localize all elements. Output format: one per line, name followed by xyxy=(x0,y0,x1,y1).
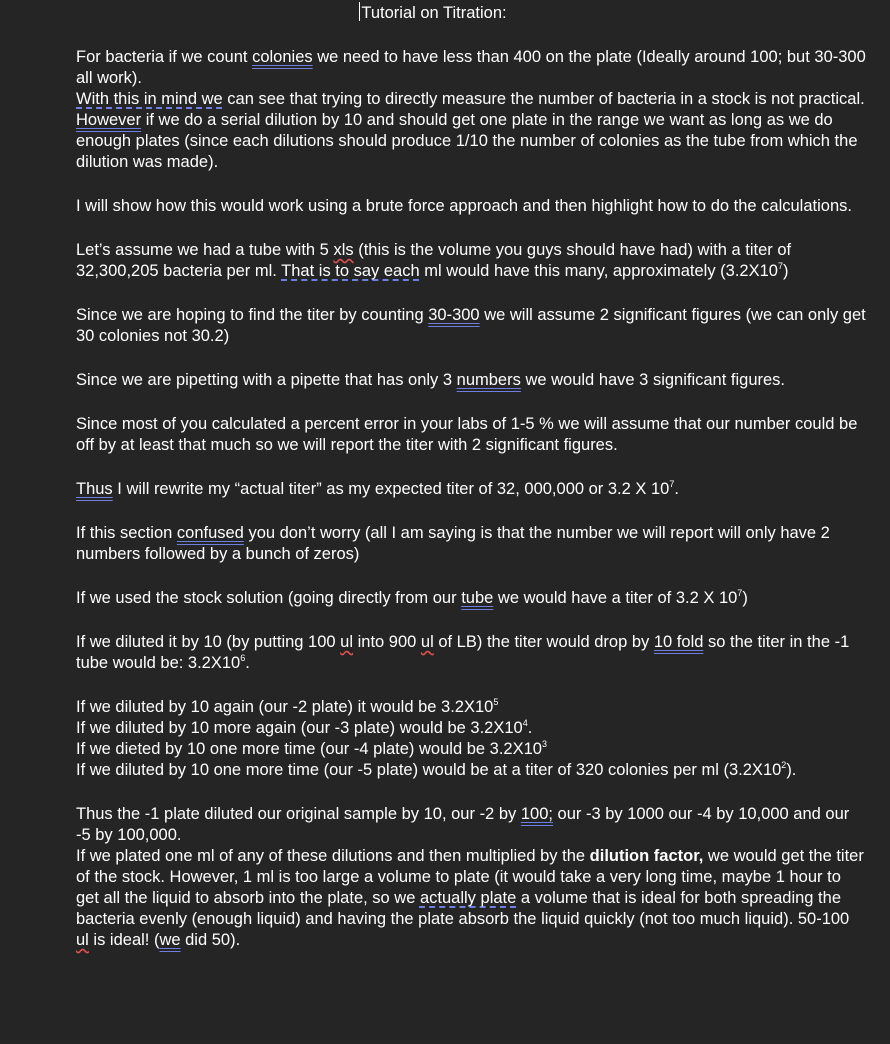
paragraph: Thus I will rewrite my “actual titer” as my expected titer of 32, 000,000 or 3.2 X $10^7$. xyxy=(76,479,679,498)
paragraph: If we diluted it by 10 (by putting 100 ul into 900 ul of LB) the titer would drop by 10 fold so the titer in the -1 tube would be: $3.2X10^6$. xyxy=(76,633,850,672)
paragraph: Thus the -1 plate diluted our original sample by 10, our -2 by 100; our -3 by 1000 our -4 by 10,000 and our -5 by 100,000. xyxy=(76,805,850,844)
paragraph: With this in mind we can see that trying to directly measure the number of bacteria in a stock is not practical. However if we do a serial dilution by 10 and should get one plate in the range we want as long as we do enough plates (since each dilutions should produce 1/10 the number of colonies as the tube from which the dilution was made). xyxy=(76,90,865,171)
grammar-flag: 30-300 xyxy=(428,306,480,324)
paragraph: Since we are pipetting with a pipette that has only 3 numbers we would have 3 significant figures. xyxy=(76,371,786,389)
paragraph-line: If we dieted by 10 one more time (our -4 plate) would be $3.2X10^3$ xyxy=(76,739,547,758)
document-title: Tutorial on Titration: xyxy=(361,4,507,22)
paragraph: If we used the stock solution (going directly from our tube we would have a titer of 3.2 X $10^7$) xyxy=(76,588,748,607)
grammar-flag: tube xyxy=(461,589,494,607)
paragraph-line: If we diluted by 10 one more time (our -5 plate) would be at a titer of 320 colonies per ml $(3.2X10^2)$. xyxy=(76,760,797,779)
grammar-flag: we xyxy=(159,931,181,949)
paragraph: If we plated one ml of any of these dilutions and then multiplied by the dilution factor, we would get the titer of the stock. However, 1 ml is too large a volume to plate (it would take a very long time, maybe 1 hour to get all the liquid to absorb into the plate, so we actually plate a volume that is ideal for both spreading the bacteria evenly (enough liquid) and having the plate absorb the liquid quickly (not too much liquid). 50-100 ul is ideal! (we did 50). xyxy=(76,847,864,949)
grammar-flag: numbers xyxy=(456,371,521,389)
paragraph-line: If we diluted by 10 again (our -2 plate) it would be $3.2X10^5$ xyxy=(76,697,499,716)
grammar-flag: With this in mind we xyxy=(76,90,223,108)
document-body[interactable] xyxy=(76,0,866,951)
grammar-flag: Thus xyxy=(76,480,113,498)
grammar-flag: actually plate xyxy=(419,889,517,907)
paragraph: Since we are hoping to find the titer by counting 30-300 we will assume 2 significant figures (we can only get 30 colonies not 30.2) xyxy=(76,306,866,345)
paragraph: Let’s assume we had a tube with 5 xls (this is the volume you guys should have had) with a titer of 32,300,205 bacteria per ml. That is to say each ml would have this many, approximately $(3.2X10^7)$ xyxy=(76,241,792,280)
spelling-flag: ul xyxy=(340,633,354,651)
paragraph: Since most of you calculated a percent error in your labs of 1-5 % we will assume that our number could be off by at least that much so we will report the titer with 2 significant figures. xyxy=(76,415,858,454)
grammar-flag: That is to say each xyxy=(281,262,420,280)
spelling-flag: ul xyxy=(420,633,434,651)
spelling-flag: xls xyxy=(333,241,354,259)
paragraph: I will show how this would work using a brute force approach and then highlight how to do the calculations. xyxy=(76,197,852,215)
grammar-flag: However xyxy=(76,111,142,129)
spelling-flag: ul xyxy=(76,931,89,949)
grammar-flag: confused xyxy=(176,524,244,542)
paragraph-line: If we diluted by 10 more again (our -3 plate) would be $3.2X10^4$. xyxy=(76,718,533,737)
paragraph: For bacteria if we count colonies we need to have less than 400 on the plate (Ideally around 100; but 30-300 all work). xyxy=(76,48,866,87)
paragraph: If this section confused you don’t worry (all I am saying is that the number we will report will only have 2 numbers followed by a bunch of zeros) xyxy=(76,524,830,563)
grammar-flag: 10 fold xyxy=(653,633,704,651)
grammar-flag: 100; xyxy=(520,805,553,823)
grammar-flag: colonies xyxy=(252,48,313,66)
